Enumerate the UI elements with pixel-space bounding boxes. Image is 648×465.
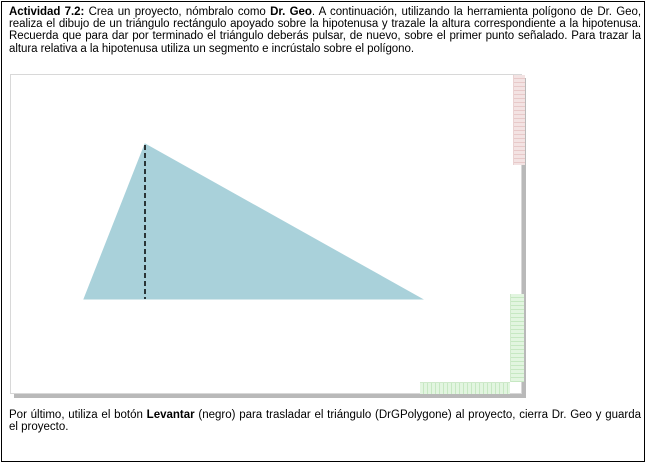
activity-frame [1, 1, 645, 462]
activity-closing-instructions [9, 409, 641, 433]
activity-title: Actividad 7.2: [9, 6, 85, 18]
levantar-button-name: Levantar [146, 409, 195, 421]
closing-text-1: Por último, utiliza el botón [9, 409, 147, 421]
drgeo-drawing-area[interactable] [10, 74, 522, 394]
project-name: Dr. Geo [270, 6, 312, 18]
horizontal-scrollbar[interactable] [420, 382, 510, 394]
vertical-scrollbar-top[interactable] [513, 75, 525, 165]
instructions-text-1: Crea un proyecto, nómbralo como [84, 6, 271, 18]
activity-instructions [9, 6, 641, 55]
right-triangle[interactable] [84, 144, 422, 299]
drgeo-canvas-panel [10, 74, 528, 400]
vertical-scrollbar-bottom[interactable] [510, 294, 524, 382]
closing-text-2: (negro) para trasladar el triángulo (DrGPolygone) al proyecto, cierra Dr. Geo y guarda el proyecto. [9, 409, 641, 434]
instructions-text-2: . A continuación, utilizando la herramienta polígono de Dr. Geo, realiza el dibujo de un triángulo rectángulo apoyado sobre la hipotenusa y trazale la altura correspondiente a la hipotenusa. Recuerda que para dar por terminado el triángulo deberás pulsar, de nuevo, sobre el primer punto señalado. Para trazar la altura relativa a la hipotenusa utiliza un segmento e incrústalo sobre el polígono. [9, 6, 641, 55]
triangle-drawing [11, 75, 523, 395]
